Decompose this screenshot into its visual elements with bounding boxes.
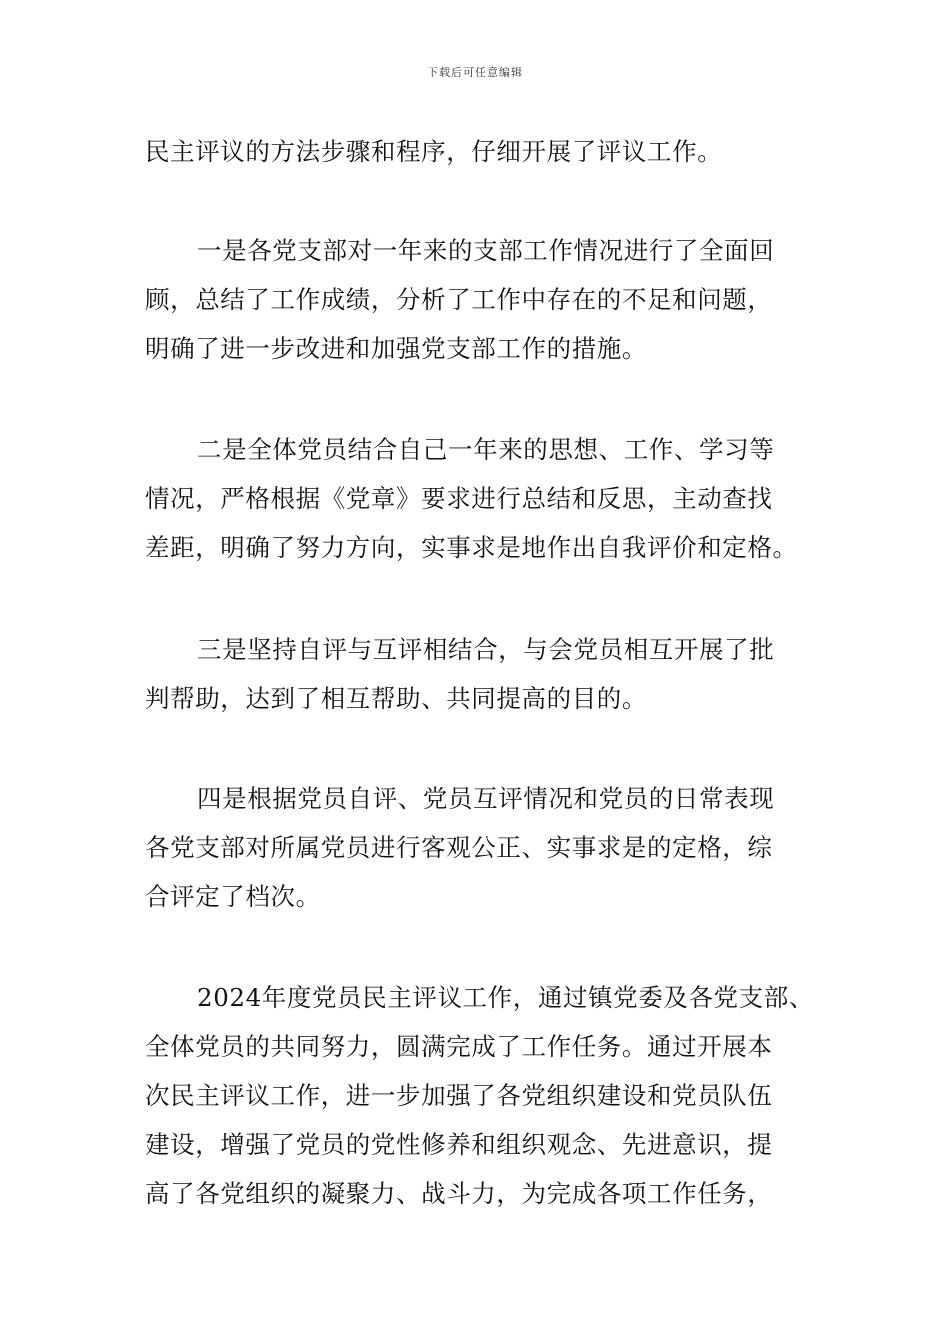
paragraph-point-two (145, 425, 815, 572)
paragraph-summary (145, 973, 815, 1218)
text-line: 各党支部对所属党员进行客观公正、实事求是的定格，综 (145, 833, 773, 862)
paragraph-point-one (145, 226, 815, 373)
text-line: 合评定了档次。 (145, 882, 321, 911)
text-line: 四是根据党员自评、党员互评情况和党员的日常表现 (197, 784, 775, 813)
text-line: 次民主评议工作，进一步加强了各党组织建设和党员队伍 (145, 1081, 773, 1110)
text-line: 明确了进一步改进和加强党支部工作的措施。 (145, 334, 647, 363)
paragraph-point-four (145, 774, 815, 921)
text-line: 判帮助，达到了相互帮助、共同提高的目的。 (145, 684, 647, 713)
text-line: 2024年度党员民主评议工作，通过镇党委及各党支部、 (197, 983, 814, 1012)
text-line: 建设，增强了党员的党性修养和组织观念、先进意识，提 (145, 1130, 773, 1159)
paragraph-point-three (145, 625, 815, 723)
text-line: 一是各党支部对一年来的支部工作情况进行了全面回 (197, 236, 775, 265)
text-line: 差距，明确了努力方向，实事求是地作出自我评价和定格。 (145, 533, 798, 562)
paragraph-continuation (145, 127, 815, 176)
text-line: 高了各党组织的凝聚力、战斗力，为完成各项工作任务， (145, 1179, 773, 1208)
text-line: 顾，总结了工作成绩，分析了工作中存在的不足和问题， (145, 285, 773, 314)
text-line: 三是坚持自评与互评相结合，与会党员相互开展了批 (197, 635, 775, 664)
text-line: 情况，严格根据《党章》要求进行总结和反思，主动查找 (145, 484, 773, 513)
text-line: 民主评议的方法步骤和程序，仔细开展了评议工作。 (145, 137, 723, 166)
text-line: 二是全体党员结合自己一年来的思想、工作、学习等 (197, 435, 775, 464)
header-note: 下载后可任意编辑 (427, 66, 523, 79)
text-line: 全体党员的共同努力，圆满完成了工作任务。通过开展本 (145, 1032, 773, 1061)
